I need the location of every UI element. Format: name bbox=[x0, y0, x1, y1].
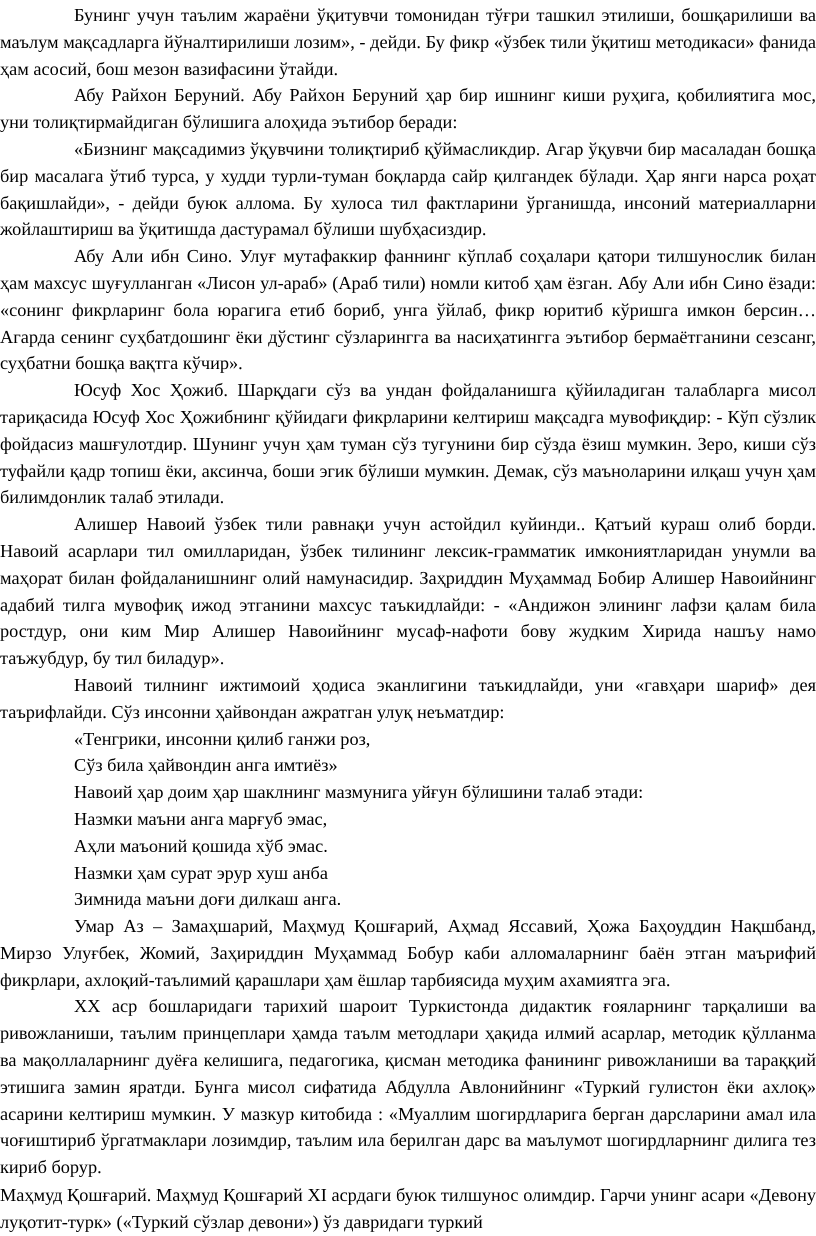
verse-block bbox=[0, 726, 816, 914]
paragraph-beruni: Абу Райхон Беруний. Абу Райхон Беруний ҳар бир ишнинг киши руҳига, қобилиятига мос, уни толиқтирмайдиган бўлишига алоҳида эътибор беради: bbox=[0, 85, 816, 133]
paragraph-navoiy: Алишер Навоий ўзбек тили равнақи учун астойдил куйинди.. Қатъий кураш олиб борди. Навоий асарлари тил омилларидан, ўзбек тилининг лексик-грамматик имкониятларидан унумли ва маҳорат билан фойдаланишнинг олий намунасидир. Заҳриддин Муҳаммад Бобир Алишер Навоийнинг адабий тилга мувофиқ ижод этганини махсус таъкидлайди: - «Андижон элининг лафзи қалам била ростдур, они ким Мир Алишер Навоийнинг мусаф-нафоти бову жудким Хирида нашъу намо таъжубдур, бу тил биладур». bbox=[0, 514, 816, 669]
verse-line: «Тенгрики, инсонни қилиб ганжи роз, bbox=[74, 728, 371, 749]
verse-line: Зимнида маъни доғи дилкаш анга. bbox=[74, 889, 342, 910]
paragraph-scholars: Умар Аз – Замаҳшарий, Маҳмуд Қошғарий, Аҳмад Яссавий, Ҳожа Баҳоуддин Нақшбанд, Мирзо Улуғбек, Жомий, Заҳириддин Муҳаммад Бобур каби алломаларнинг баён этган маърифий фикрлари, ахлоқий-таълимий қарашлари ҳам ёшлар тарбиясида муҳим ахамиятга эга. bbox=[0, 916, 816, 990]
verse-line: Сўз била ҳайвондин анга имтиёз» bbox=[74, 755, 338, 776]
verse-line: Назмки маъни анга марғуб эмас, bbox=[74, 808, 328, 829]
verse-line: Назмки ҳам сурат эрур хуш анба bbox=[74, 862, 328, 883]
verse-line: Аҳли маъоний қошида хўб эмас. bbox=[74, 835, 328, 856]
paragraph-yusuf-hos-hojib: Юсуф Хос Ҳожиб. Шарқдаги сўз ва ундан фойдаланишга қўйиладиган талабларга мисол тариқасида Юсуф Хос Ҳожибнинг қўйидаги фикрларини келтириш мақсадга мувофиқдир: - Кўп сўзлик фойдасиз машғулотдир. Шунинг учун ҳам туман сўз тугунини бир сўзда ёзиш мумкин. Зеро, киши сўз туфайли қадр топиш ёки, аксинча, боши эгик бўлиши мумкин. Демак, сўз маъноларини илқаш учун ҳам билимдонлик талаб этилади. bbox=[0, 380, 816, 508]
paragraph-xx-century: XX аср бошларидаги тарихий шароит Туркистонда дидактик ғояларнинг тарқалиши ва ривожланиши, таълим принцеплари ҳамда таълм методлари ҳақида илмий асарлар, методик қўлланма ва мақоллаларнинг дуёға келишига, педагогика, қисман методика фанининг ривожланиши ва тараққий этишига замин яратди. Бунга мисол сифатида Абдулла Авлонийнинг «Туркий гулистон ёки ахлоқ» асарини келтириш мумкин. У мазкур китобида : «Муаллим шогирдларига берган дарсларини амал ила чоғиштириб ўргатмаклари лозимдир, таълим ила берилган дарс ва маълумот шогирдларнинг дилига тез кириб борур. bbox=[0, 996, 816, 1178]
paragraph-1: Бунинг учун таълим жараёни ўқитувчи томонидан тўғри ташкил этилиши, бошқарилиши ва маълум мақсадларга йўналтирилиши лозим», - дейди. Бу фикр «ўзбек тили ўқитиш методикаси» фанида ҳам асосий, бош мезон вазифасини ўтайди. bbox=[0, 5, 816, 79]
paragraph-koshgariy: Маҳмуд Қошғарий. Маҳмуд Қошғарий XI асрдаги буюк тилшунос олимдир. Гарчи унинг асари «Девону луқотит-турк» («Туркий сўзлар девони») ўз давридаги туркий bbox=[0, 1185, 816, 1232]
paragraph-navoiy-language: Навоий тилнинг ижтимоий ҳодиса эканлигини таъкидлайди, уни «гавҳари шариф» дея таърифлайди. Сўз инсонни ҳайвондан ажратган улуқ неъматдир: bbox=[0, 674, 816, 722]
paragraph-beruni-quote: «Бизнинг мақсадимиз ўқувчини толиқтириб қўймасликдир. Агар ўқувчи бир масаладан бошқа бир масалага ўтиб турса, у худди турли-туман боқларда сайр қилгандек бўлади. Ҳар янги нарса роҳат бақишлайди», - дейди буюк аллома. Бу хулоса тил фактларини ўрганишда, инсоний материалларни жойлаштириш ва ўқитишда дастурамал бўлиши шубҳасиздир. bbox=[0, 138, 816, 240]
verse-line: Навоий ҳар доим ҳар шаклнинг мазмунига уйғун бўлишини талаб этади: bbox=[74, 782, 644, 803]
paragraph-ibn-sino: Абу Али ибн Сино. Улуғ мутафаккир фаннинг кўплаб соҳалари қатори тилшунослик билан ҳам махсус шуғулланган «Лисон ул-араб» (Араб тили) номли китоб ҳам ёзган. Абу Али ибн Сино ёзади: «сонинг фикрларинг бола юрагига етиб бориб, унга ўйлаб, фикр юритиб кўришга имкон берсин… Агарда сенинг суҳбатдошинг ёки дўстинг сўзларингга ва насиҳатингга эътибор бермаётганини сезсанг, суҳбатни бошқа вақтга кўчир». bbox=[0, 246, 816, 374]
